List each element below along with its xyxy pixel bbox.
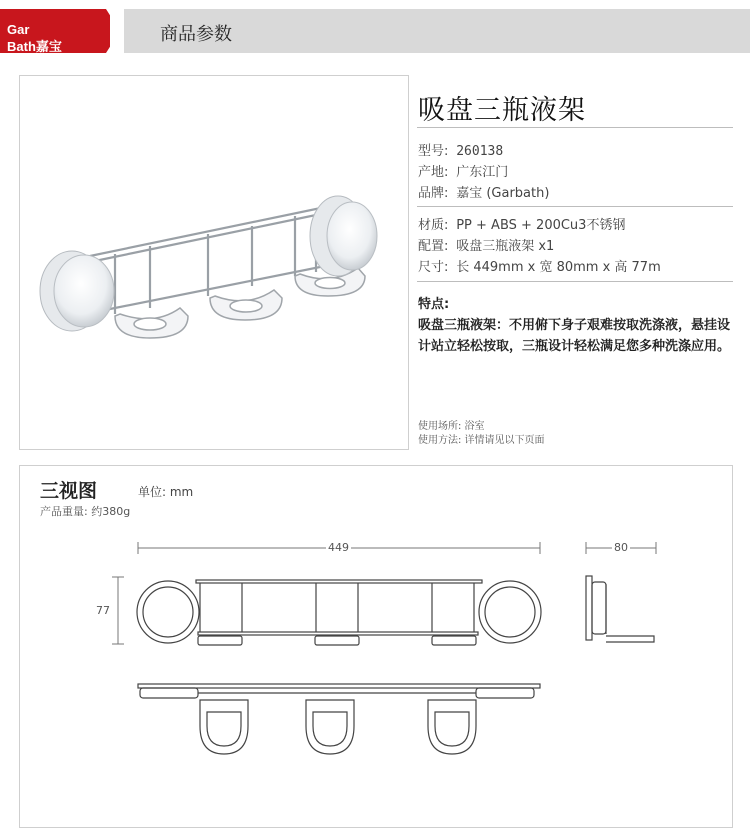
views-unit: 单位: mm (138, 485, 194, 499)
product-title: 吸盘三瓶液架 (418, 95, 586, 126)
dimension-length: 449 (328, 541, 349, 554)
product-weight: 产品重量: 约380g (40, 505, 131, 518)
spec-size: 尺寸: 长 449mm x 宽 80mm x 高 77m (418, 260, 661, 275)
dimension-height: 77 (96, 604, 110, 617)
usage-place: 使用场所: 浴室 (418, 421, 485, 432)
views-title: 三视图 (40, 480, 98, 502)
features-label: 特点: (418, 297, 450, 312)
dimension-width: 80 (614, 541, 628, 554)
spec-origin: 产地: 广东江门 (418, 165, 509, 180)
logo-text-top: Gar (7, 22, 30, 37)
features-text: 吸盘三瓶液架：不用俯下身子艰难按取洗涤液，悬挂设计站立轻松按取，三瓶设计轻松满足您多种洗涤应用。 (418, 318, 731, 354)
spec-brand: 品牌: 嘉宝 (Garbath) (418, 186, 550, 201)
logo-text-bottom: Bath嘉宝 (7, 39, 62, 54)
spec-material: 材质: PP + ABS + 200Cu3不锈钢 (418, 218, 626, 233)
section-title: 商品参数 (160, 24, 232, 45)
spec-model: 型号: 260138 (418, 144, 504, 159)
usage-method: 使用方法: 详情请见以下页面 (418, 435, 545, 446)
spec-configuration: 配置: 吸盘三瓶液架 x1 (418, 239, 555, 254)
